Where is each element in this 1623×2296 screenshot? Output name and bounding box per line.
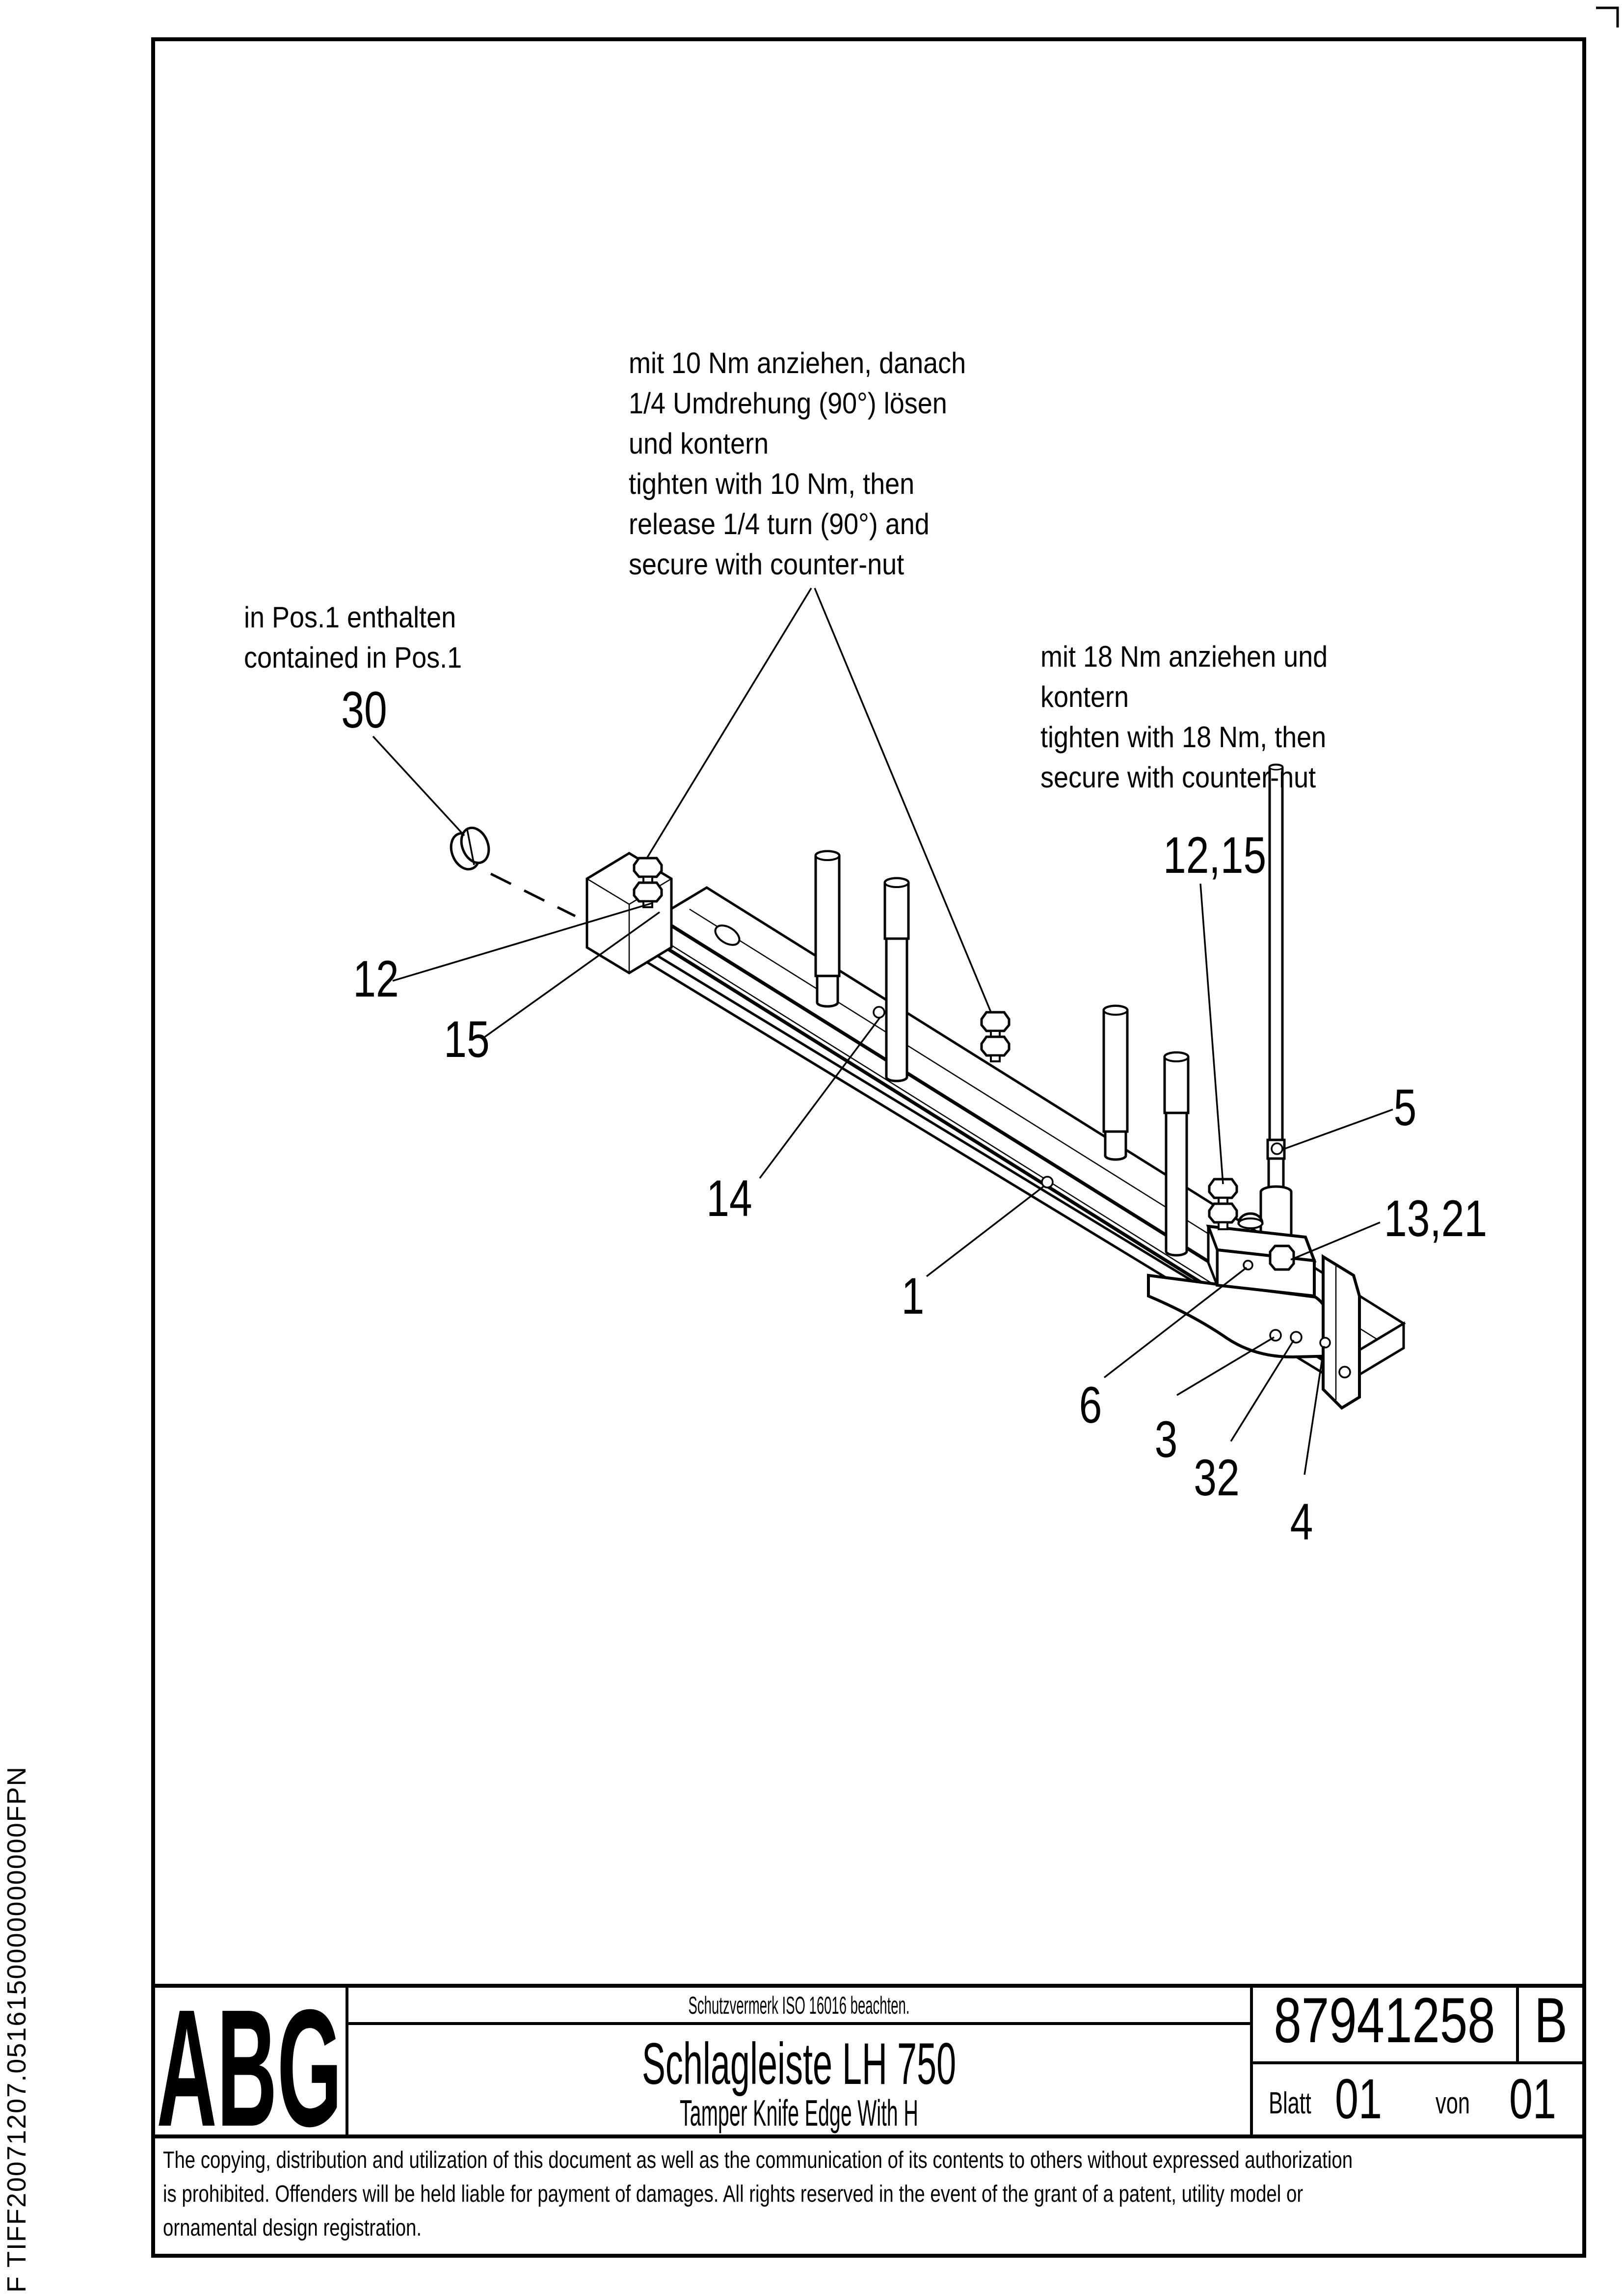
part-label-3: 3 (1154, 1411, 1178, 1469)
leader-dot-1 (1042, 1177, 1053, 1188)
part-label-32: 32 (1194, 1449, 1240, 1507)
legal-line2: is prohibited. Offenders will be held liable for payment of damages. All rights reserved in the event of the grant of a patent, utility model or (163, 2181, 1304, 2208)
revision-letter: B (1534, 1984, 1568, 2056)
part-label-4: 4 (1290, 1493, 1313, 1551)
note-torque-10 (629, 347, 966, 581)
tamper-pin-4 (1165, 1053, 1188, 1255)
company-logo: ABG (157, 1974, 342, 2161)
note-pos1 (244, 601, 462, 674)
sheet-total: 01 (1509, 2067, 1556, 2131)
legal-notice (163, 2147, 1353, 2241)
tamper-pin-2 (885, 878, 908, 1081)
tamper-pin-3 (1104, 1006, 1127, 1160)
part-label-15: 15 (444, 1011, 490, 1069)
leader-32 (1231, 1340, 1294, 1441)
note-torque10-line5: release 1/4 turn (90°) and (629, 508, 930, 541)
sheet-of-label: von (1436, 2086, 1470, 2120)
note-torque18-line1: mit 18 Nm anziehen und (1040, 640, 1328, 674)
note-torque18-line3: tighten with 18 Nm, then (1040, 721, 1327, 754)
note-torque10-line3: und kontern (629, 427, 769, 460)
margin-file-code: F TIFF20071207.0516150000000000FPN (2, 1766, 31, 2293)
sheet-label: Blatt (1269, 2086, 1311, 2120)
leader-30 (373, 736, 464, 836)
protection-note: Schutzvermerk ISO 16016 beachten. (688, 1991, 910, 2020)
note-torque18-line4: secure with counter-nut (1040, 761, 1316, 794)
screw-30 (446, 824, 494, 873)
bolt-nut-assembly-3 (1209, 1179, 1237, 1229)
part-label-1: 1 (901, 1268, 925, 1325)
isometric-drawing (244, 347, 1487, 1551)
end-plate (1320, 1257, 1359, 1408)
part-label-12: 12 (353, 950, 399, 1008)
bolt-nut-assembly-1 (634, 858, 662, 907)
part-label-5: 5 (1393, 1079, 1417, 1137)
leader-15 (485, 912, 660, 1037)
leader-1 (927, 1185, 1045, 1276)
bolt-nut-assembly-2 (982, 1012, 1009, 1061)
leader-12-15 (1200, 884, 1223, 1184)
note-torque18-line2: kontern (1040, 680, 1129, 714)
leader-dot-14 (874, 1007, 884, 1018)
part-label-14: 14 (706, 1170, 752, 1228)
note-torque10-line1: mit 10 Nm anziehen, danach (629, 347, 966, 380)
legal-line1: The copying, distribution and utilization of this document as well as the communication of its contents to others without expressed authorization (163, 2147, 1353, 2174)
sheet-number: 01 (1335, 2067, 1382, 2131)
corner-trim-mark (1596, 8, 1618, 27)
counter-nut-13-21 (1270, 1246, 1294, 1270)
note-torque10-line4: tighten with 10 Nm, then (629, 467, 915, 501)
dome-head-screw (1239, 1214, 1262, 1228)
document-number: 87941258 (1274, 1984, 1495, 2056)
note-torque10-line2: 1/4 Umdrehung (90°) lösen (629, 387, 947, 420)
part-label-12-15: 12,15 (1163, 827, 1267, 885)
note-torque-18 (1040, 640, 1328, 794)
drawing-title-de: Schlagleiste LH 750 (641, 2030, 957, 2097)
title-block (153, 1975, 1584, 2161)
drawing-title-en: Tamper Knife Edge With H (680, 2092, 918, 2134)
leader-note10-to-bolt1 (647, 588, 811, 858)
tamper-pin-1 (816, 851, 839, 1006)
note-pos1-line1: in Pos.1 enthalten (244, 601, 456, 634)
part-label-6: 6 (1079, 1377, 1102, 1434)
note-pos1-line2: contained in Pos.1 (244, 641, 462, 675)
part-label-13-21: 13,21 (1384, 1190, 1488, 1248)
legal-line3: ornamental design registration. (163, 2215, 422, 2242)
leader-5 (1282, 1109, 1393, 1150)
leader-dot-5 (1272, 1143, 1282, 1154)
leader-3 (1177, 1337, 1274, 1395)
note-torque10-line6: secure with counter-nut (629, 548, 905, 581)
assembly-dashed-line (491, 874, 575, 916)
part-label-30: 30 (341, 681, 387, 739)
